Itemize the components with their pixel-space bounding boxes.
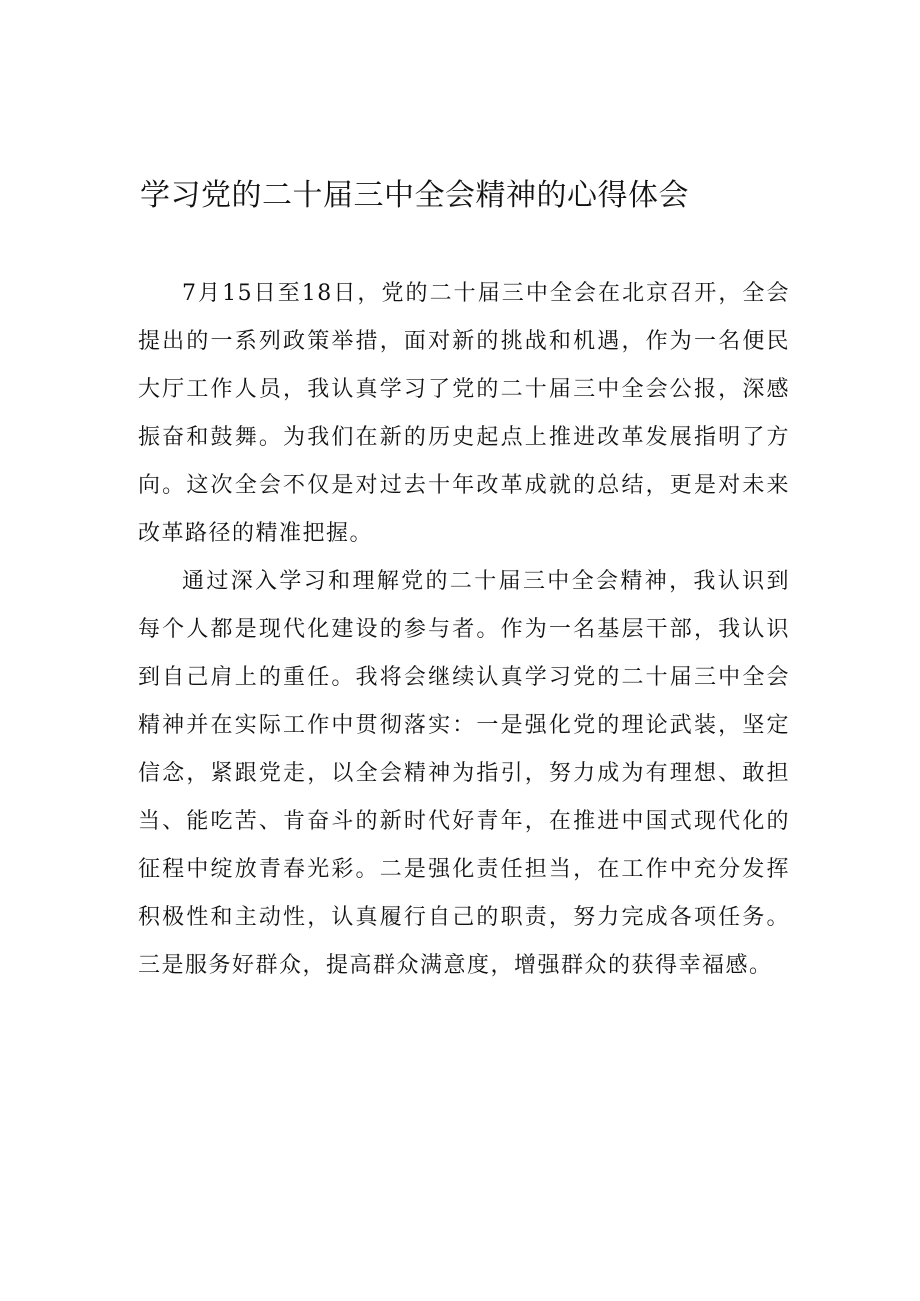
paragraph-2: 通过深入学习和理解党的二十届三中全会精神，我认识到每个人都是现代化建设的参与者。作为一名基层干部，我认识到自己肩上的重任。我将会继续认真学习党的二十届三中全会精神并在实际工作中贯彻落实：一是强化党的理论武装，坚定信念，紧跟党走，以全会精神为指引，努力成为有理想、敢担当、能吃苦、肯奋斗的新时代好青年，在推进中国式现代化的征程中绽放青春光彩。二是强化责任担当，在工作中充分发挥积极性和主动性，认真履行自己的职责，努力完成各项任务。三是服务好群众，提高群众满意度，增强群众的获得幸福感。 (138, 569, 790, 978)
paragraph-1: 7月15日至18日，党的二十届三中全会在北京召开，全会提出的一系列政策举措，面对新的挑战和机遇，作为一名便民大厅工作人员，我认真学习了党的二十届三中全会公报，深感振奋和鼓舞。为我们在新的历史起点上推进改革发展指明了方向。这次全会不仅是对过去十年改革成就的总结，更是对未来改革路径的精准把握。 (138, 281, 790, 546)
document-body (138, 270, 790, 990)
document-title: 学习党的二十届三中全会精神的心得体会 (140, 178, 689, 213)
